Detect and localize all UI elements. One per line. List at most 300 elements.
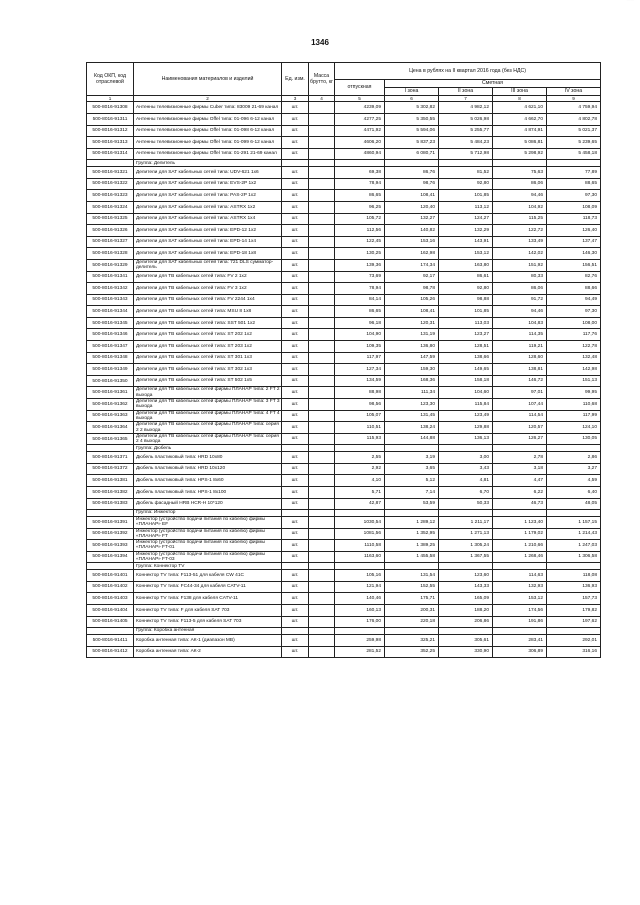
price-otpusk-cell: 122,45	[335, 236, 385, 248]
price-otpusk-cell: 140,46	[335, 593, 385, 605]
price-otpusk-cell: 1081,56	[335, 528, 385, 540]
group-code-cell	[87, 445, 134, 452]
unit-cell: шт.	[282, 551, 309, 563]
unit-cell: шт.	[282, 528, 309, 540]
unit-cell: шт.	[282, 581, 309, 593]
name-cell: Делители для SAT кабельных сетей типа: EPD-12 1x2	[134, 225, 282, 237]
group-code-cell	[87, 628, 134, 635]
group-empty-cell	[493, 563, 547, 570]
price-zone-3-cell: 1 210,66	[493, 540, 547, 552]
unit-cell: шт.	[282, 634, 309, 646]
group-empty-cell	[385, 510, 439, 517]
name-cell: Делители для ТВ кабельных сетей типа: ST 502 1x5	[134, 375, 282, 387]
code-cell: 500-8016-91325	[87, 213, 134, 225]
price-zone-1-cell: 5 350,55	[385, 113, 439, 125]
unit-cell: шт.	[282, 516, 309, 528]
name-cell: Делители для ТВ кабельных сетей фирмы ПЛАНАР типа: 3 FT 3 выхода	[134, 399, 282, 411]
name-cell: Дюбель пластиковый типа: HRD 10x80	[134, 452, 282, 464]
price-zone-3-cell: 191,86	[493, 616, 547, 628]
group-empty-cell	[493, 160, 547, 167]
price-zone-2-cell: 4,81	[439, 475, 493, 487]
table-row	[87, 616, 601, 628]
table-row	[87, 167, 601, 179]
code-cell: 500-8016-91361	[87, 387, 134, 399]
table-row	[87, 201, 601, 213]
price-zone-3-cell: 3,18	[493, 463, 547, 475]
price-otpusk-cell: 42,87	[335, 498, 385, 510]
price-otpusk-cell: 5,71	[335, 486, 385, 498]
price-zone-2-cell: 124,27	[439, 213, 493, 225]
price-zone-3-cell: 142,02	[493, 248, 547, 260]
code-cell: 500-8016-91393	[87, 540, 134, 552]
table-row	[87, 604, 601, 616]
mass-cell	[309, 528, 335, 540]
price-zone-4-cell: 82,76	[547, 271, 601, 283]
price-zone-1-cell: 120,40	[385, 201, 439, 213]
price-otpusk-cell: 105,07	[335, 410, 385, 422]
mass-cell	[309, 236, 335, 248]
mass-cell	[309, 581, 335, 593]
table-row	[87, 178, 601, 190]
name-cell: Коннектор TV типа: F113-5 для кабеля SAT 703	[134, 616, 282, 628]
name-cell: Делители для ТВ кабельных сетей типа: ST 302 1x3	[134, 364, 282, 376]
column-number: 1	[87, 96, 134, 102]
price-zone-1-cell: 131,54	[385, 570, 439, 582]
price-zone-4-cell: 94,49	[547, 294, 601, 306]
code-cell: 500-8016-91323	[87, 190, 134, 202]
price-zone-2-cell: 101,85	[439, 190, 493, 202]
price-zone-3-cell: 4 662,70	[493, 113, 547, 125]
price-zone-4-cell: 77,89	[547, 167, 601, 179]
price-zone-4-cell: 48,05	[547, 498, 601, 510]
price-zone-2-cell: 165,09	[439, 593, 493, 605]
price-zone-1-cell: 5 594,06	[385, 125, 439, 137]
price-zone-3-cell: 46,73	[493, 498, 547, 510]
table-row	[87, 433, 601, 445]
price-table	[86, 62, 601, 658]
unit-cell: шт.	[282, 178, 309, 190]
price-otpusk-cell: 105,16	[335, 570, 385, 582]
price-zone-4-cell: 146,30	[547, 248, 601, 260]
price-otpusk-cell: 130,25	[335, 248, 385, 260]
mass-cell	[309, 486, 335, 498]
table-row	[87, 341, 601, 353]
mass-cell	[309, 213, 335, 225]
group-empty-cell	[282, 628, 309, 635]
price-zone-4-cell: 118,08	[547, 570, 601, 582]
code-cell: 500-8016-91322	[87, 178, 134, 190]
unit-cell: шт.	[282, 452, 309, 464]
price-zone-4-cell: 4 759,94	[547, 102, 601, 114]
group-empty-cell	[309, 160, 335, 167]
table-row	[87, 190, 601, 202]
price-zone-2-cell: 104,60	[439, 387, 493, 399]
name-cell: Инжектор (устройство подачи питания по кабелю) фирмы «ПЛАНАР» FT-01	[134, 540, 282, 552]
name-cell: Дюбель пластиковый типа: HPS-1 8x60	[134, 475, 282, 487]
table-row	[87, 364, 601, 376]
unit-cell: шт.	[282, 422, 309, 434]
group-empty-cell	[385, 628, 439, 635]
mass-cell	[309, 248, 335, 260]
price-zone-2-cell: 5 255,77	[439, 125, 493, 137]
price-zone-1-cell: 92,17	[385, 271, 439, 283]
price-zone-1-cell: 140,82	[385, 225, 439, 237]
mass-cell	[309, 329, 335, 341]
price-zone-4-cell: 151,13	[547, 375, 601, 387]
code-cell: 500-8016-91381	[87, 475, 134, 487]
name-cell: Делители для ТВ кабельных сетей типа: ST 301 1x3	[134, 352, 282, 364]
price-otpusk-cell: 88,98	[335, 387, 385, 399]
name-cell: Антенны телевизионные фирмы Offel типа: 01-099 6-12 канал	[134, 137, 282, 149]
code-cell: 500-8016-91365	[87, 433, 134, 445]
price-zone-3-cell: 4 874,91	[493, 125, 547, 137]
mass-cell	[309, 283, 335, 295]
name-cell: Коробка антенная типа: АК-2	[134, 646, 282, 658]
price-zone-1-cell: 53,59	[385, 498, 439, 510]
table-row	[87, 551, 601, 563]
price-zone-2-cell: 1 367,55	[439, 551, 493, 563]
mass-cell	[309, 317, 335, 329]
name-cell: Делители для ТВ кабельных сетей типа: FV 3 1x2	[134, 283, 282, 295]
price-zone-2-cell: 132,29	[439, 225, 493, 237]
mass-cell	[309, 399, 335, 411]
price-zone-4-cell: 97,30	[547, 306, 601, 318]
price-zone-2-cell: 143,91	[439, 236, 493, 248]
table-row	[87, 570, 601, 582]
name-cell: Делители для ТВ кабельных сетей типа: FV 2244 1x4	[134, 294, 282, 306]
price-zone-4-cell: 2,86	[547, 452, 601, 464]
unit-cell: шт.	[282, 317, 309, 329]
price-zone-3-cell: 94,46	[493, 190, 547, 202]
table-row	[87, 516, 601, 528]
price-zone-4-cell: 4 802,78	[547, 113, 601, 125]
price-zone-1-cell: 111,34	[385, 387, 439, 399]
price-zone-3-cell: 115,25	[493, 213, 547, 225]
name-cell: Делители для SAT кабельных сетей типа: ASTRX 1x2	[134, 201, 282, 213]
price-zone-1-cell: 3,65	[385, 463, 439, 475]
price-otpusk-cell: 4606,20	[335, 137, 385, 149]
price-otpusk-cell: 115,93	[335, 433, 385, 445]
price-zone-4-cell: 136,93	[547, 581, 601, 593]
code-cell: 500-8016-91342	[87, 283, 134, 295]
code-cell: 500-8016-91346	[87, 329, 134, 341]
unit-cell: шт.	[282, 486, 309, 498]
price-zone-1-cell: 131,45	[385, 410, 439, 422]
table-row	[87, 102, 601, 114]
code-cell: 500-8016-91363	[87, 410, 134, 422]
group-empty-cell	[547, 510, 601, 517]
price-zone-2-cell: 128,51	[439, 341, 493, 353]
name-cell: Делители для SAT кабельных сетей типа: 721 DLS сумматор-делитель	[134, 259, 282, 271]
price-zone-4-cell: 142,98	[547, 364, 601, 376]
price-zone-2-cell: 158,18	[439, 375, 493, 387]
name-cell: Инжектор (устройство подачи питания по кабелю) фирмы «ПЛАНАР» FT-03	[134, 551, 282, 563]
mass-cell	[309, 634, 335, 646]
price-zone-3-cell: 97,01	[493, 387, 547, 399]
price-zone-3-cell: 86,06	[493, 178, 547, 190]
name-cell: Делители для ТВ кабельных сетей фирмы ПЛАНАР типа: серия 2 4 выхода	[134, 433, 282, 445]
price-otpusk-cell: 1163,60	[335, 551, 385, 563]
group-empty-cell	[385, 563, 439, 570]
price-zone-1-cell: 168,36	[385, 375, 439, 387]
unit-cell: шт.	[282, 125, 309, 137]
name-cell: Делители для SAT кабельных сетей типа: EPD-14 1x4	[134, 236, 282, 248]
group-row	[87, 160, 601, 167]
table-row	[87, 137, 601, 149]
price-otpusk-cell: 96,18	[335, 317, 385, 329]
price-zone-4-cell: 156,51	[547, 259, 601, 271]
mass-cell	[309, 616, 335, 628]
unit-cell: шт.	[282, 148, 309, 160]
mass-cell	[309, 593, 335, 605]
price-otpusk-cell: 4,10	[335, 475, 385, 487]
price-zone-2-cell: 6,70	[439, 486, 493, 498]
group-empty-cell	[335, 510, 385, 517]
price-zone-2-cell: 1 271,13	[439, 528, 493, 540]
price-zone-3-cell: 80,33	[493, 271, 547, 283]
unit-cell: шт.	[282, 364, 309, 376]
price-zone-2-cell: 5 484,23	[439, 137, 493, 149]
price-otpusk-cell: 4860,94	[335, 148, 385, 160]
group-empty-cell	[335, 563, 385, 570]
price-zone-2-cell: 4 982,12	[439, 102, 493, 114]
group-empty-cell	[547, 628, 601, 635]
price-zone-1-cell: 108,41	[385, 190, 439, 202]
price-zone-2-cell: 86,61	[439, 271, 493, 283]
unit-cell: шт.	[282, 387, 309, 399]
price-otpusk-cell: 117,97	[335, 352, 385, 364]
price-zone-1-cell: 98,78	[385, 283, 439, 295]
price-zone-2-cell: 188,20	[439, 604, 493, 616]
price-zone-2-cell: 305,61	[439, 634, 493, 646]
group-empty-cell	[547, 563, 601, 570]
price-zone-4-cell: 130,05	[547, 433, 601, 445]
name-cell: Антенны телевизионные фирмы Offel типа: 01-291 21-69 канал	[134, 148, 282, 160]
unit-cell: шт.	[282, 248, 309, 260]
table-header	[87, 63, 601, 102]
mass-cell	[309, 341, 335, 353]
price-zone-4-cell: 5 239,65	[547, 137, 601, 149]
price-zone-3-cell: 5 086,81	[493, 137, 547, 149]
unit-cell: шт.	[282, 593, 309, 605]
table-row	[87, 271, 601, 283]
name-cell: Делители для SAT кабельных сетей типа: EPD-18 1x8	[134, 248, 282, 260]
header-zone-1: I зона	[385, 88, 439, 96]
name-cell: Коннектор TV типа: F113-51 для кабеля CW 41С	[134, 570, 282, 582]
group-code-cell	[87, 563, 134, 570]
price-zone-1-cell: 5 302,82	[385, 102, 439, 114]
table-row	[87, 410, 601, 422]
price-zone-3-cell: 94,46	[493, 306, 547, 318]
price-zone-1-cell: 220,18	[385, 616, 439, 628]
price-otpusk-cell: 73,69	[335, 271, 385, 283]
price-zone-1-cell: 174,34	[385, 259, 439, 271]
price-zone-2-cell: 123,49	[439, 410, 493, 422]
mass-cell	[309, 375, 335, 387]
price-zone-1-cell: 1 352,95	[385, 528, 439, 540]
group-empty-cell	[309, 563, 335, 570]
column-number: 2	[134, 96, 282, 102]
price-zone-1-cell: 98,76	[385, 178, 439, 190]
price-zone-3-cell: 126,27	[493, 433, 547, 445]
price-zone-2-cell: 3,43	[439, 463, 493, 475]
price-zone-3-cell: 4 621,10	[493, 102, 547, 114]
price-zone-3-cell: 114,63	[493, 570, 547, 582]
code-cell: 500-8016-91312	[87, 125, 134, 137]
price-zone-1-cell: 131,19	[385, 329, 439, 341]
table-row	[87, 634, 601, 646]
group-empty-cell	[282, 445, 309, 452]
price-zone-1-cell: 200,31	[385, 604, 439, 616]
name-cell: Инжектор (устройство подачи питания по кабелю) фирмы «ПЛАНАР» EF	[134, 516, 282, 528]
price-zone-3-cell: 6,22	[493, 486, 547, 498]
code-cell: 500-8016-91364	[87, 422, 134, 434]
table-row	[87, 213, 601, 225]
price-zone-4-cell: 108,00	[547, 317, 601, 329]
price-zone-4-cell: 5 021,37	[547, 125, 601, 137]
price-zone-3-cell: 174,56	[493, 604, 547, 616]
price-otpusk-cell: 134,59	[335, 375, 385, 387]
price-zone-2-cell: 143,33	[439, 581, 493, 593]
name-cell: Делители для SAT кабельных сетей типа: UDV-621 1x6	[134, 167, 282, 179]
price-otpusk-cell: 110,51	[335, 422, 385, 434]
table-row	[87, 225, 601, 237]
name-cell: Коннектор TV типа: F138 для кабеля CATV-11	[134, 593, 282, 605]
mass-cell	[309, 167, 335, 179]
group-empty-cell	[439, 160, 493, 167]
group-empty-cell	[385, 160, 439, 167]
price-otpusk-cell: 127,34	[335, 364, 385, 376]
table-row	[87, 236, 601, 248]
unit-cell: шт.	[282, 167, 309, 179]
column-number: 5	[335, 96, 385, 102]
mass-cell	[309, 452, 335, 464]
code-cell: 500-8016-91329	[87, 259, 134, 271]
price-zone-4-cell: 3,27	[547, 463, 601, 475]
name-cell: Делители для SAT кабельных сетей типа: ASTRX 1x4	[134, 213, 282, 225]
price-zone-4-cell: 179,82	[547, 604, 601, 616]
unit-cell: шт.	[282, 306, 309, 318]
price-zone-2-cell: 129,88	[439, 422, 493, 434]
price-otpusk-cell: 96,25	[335, 201, 385, 213]
price-zone-4-cell: 1 306,58	[547, 551, 601, 563]
price-zone-3-cell: 132,93	[493, 581, 547, 593]
column-number: 7	[439, 96, 493, 102]
price-otpusk-cell: 2,55	[335, 452, 385, 464]
unit-cell: шт.	[282, 341, 309, 353]
price-zone-3-cell: 138,81	[493, 364, 547, 376]
table-row	[87, 581, 601, 593]
price-zone-4-cell: 316,16	[547, 646, 601, 658]
price-zone-4-cell: 99,95	[547, 387, 601, 399]
price-zone-3-cell: 1 123,40	[493, 516, 547, 528]
price-zone-1-cell: 1 455,58	[385, 551, 439, 563]
mass-cell	[309, 516, 335, 528]
unit-cell: шт.	[282, 271, 309, 283]
price-zone-2-cell: 1 305,24	[439, 540, 493, 552]
price-zone-2-cell: 138,66	[439, 352, 493, 364]
price-zone-4-cell: 4,59	[547, 475, 601, 487]
table-row	[87, 352, 601, 364]
mass-cell	[309, 387, 335, 399]
name-cell: Делители для ТВ кабельных сетей типа: SST 501 1x2	[134, 317, 282, 329]
table-row	[87, 422, 601, 434]
price-zone-4-cell: 1 247,03	[547, 540, 601, 552]
price-zone-2-cell: 1 211,17	[439, 516, 493, 528]
group-row	[87, 628, 601, 635]
mass-cell	[309, 422, 335, 434]
unit-cell: шт.	[282, 498, 309, 510]
code-cell: 500-8016-91371	[87, 452, 134, 464]
unit-cell: шт.	[282, 236, 309, 248]
group-empty-cell	[309, 445, 335, 452]
price-zone-2-cell: 5 026,98	[439, 113, 493, 125]
code-cell: 500-8016-91344	[87, 306, 134, 318]
header-zone-3: III зона	[493, 88, 547, 96]
header-otpusk: отпускная	[335, 80, 385, 96]
group-title: Группа: Инжектор	[134, 510, 282, 517]
group-empty-cell	[493, 628, 547, 635]
price-zone-1-cell: 7,14	[385, 486, 439, 498]
code-cell: 500-8016-91343	[87, 294, 134, 306]
price-otpusk-cell: 139,36	[335, 259, 385, 271]
unit-cell: шт.	[282, 646, 309, 658]
mass-cell	[309, 498, 335, 510]
price-zone-2-cell: 92,80	[439, 283, 493, 295]
code-cell: 500-8016-91324	[87, 201, 134, 213]
mass-cell	[309, 259, 335, 271]
code-cell: 500-8016-91313	[87, 137, 134, 149]
unit-cell: шт.	[282, 113, 309, 125]
price-zone-4-cell: 5 458,18	[547, 148, 601, 160]
price-zone-1-cell: 1 389,25	[385, 540, 439, 552]
price-zone-4-cell: 1 157,15	[547, 516, 601, 528]
corner-mark: ▔▔	[626, 0, 634, 6]
table-row	[87, 498, 601, 510]
unit-cell: шт.	[282, 570, 309, 582]
name-cell: Делители для ТВ кабельных сетей типа: FV 2 1x2	[134, 271, 282, 283]
header-code: Код ОКП, код отраслевой	[87, 63, 134, 96]
price-zone-4-cell: 126,40	[547, 225, 601, 237]
mass-cell	[309, 178, 335, 190]
name-cell: Делители для ТВ кабельных сетей типа: ST 203 1x2	[134, 341, 282, 353]
mass-cell	[309, 364, 335, 376]
name-cell: Делители для ТВ кабельных сетей фирмы ПЛАНАР типа: серия 2 2 выхода	[134, 422, 282, 434]
price-otpusk-cell: 86,65	[335, 190, 385, 202]
price-zone-3-cell: 114,35	[493, 329, 547, 341]
table-row	[87, 540, 601, 552]
mass-cell	[309, 570, 335, 582]
mass-cell	[309, 148, 335, 160]
code-cell: 500-8016-91311	[87, 113, 134, 125]
price-zone-2-cell: 113,03	[439, 317, 493, 329]
price-otpusk-cell: 69,38	[335, 167, 385, 179]
price-zone-1-cell: 132,27	[385, 213, 439, 225]
price-zone-4-cell: 117,76	[547, 329, 601, 341]
price-zone-1-cell: 86,76	[385, 167, 439, 179]
unit-cell: шт.	[282, 102, 309, 114]
mass-cell	[309, 113, 335, 125]
price-otpusk-cell: 105,72	[335, 213, 385, 225]
price-zone-2-cell: 101,85	[439, 306, 493, 318]
price-zone-3-cell: 104,92	[493, 201, 547, 213]
unit-cell: шт.	[282, 410, 309, 422]
name-cell: Делители для ТВ кабельных сетей фирмы ПЛАНАР типа: 2 FT 2 выхода	[134, 387, 282, 399]
group-title: Группа: Коробка антенная	[134, 628, 282, 635]
code-cell: 500-8016-91392	[87, 528, 134, 540]
price-zone-4-cell: 292,01	[547, 634, 601, 646]
price-zone-1-cell: 120,31	[385, 317, 439, 329]
